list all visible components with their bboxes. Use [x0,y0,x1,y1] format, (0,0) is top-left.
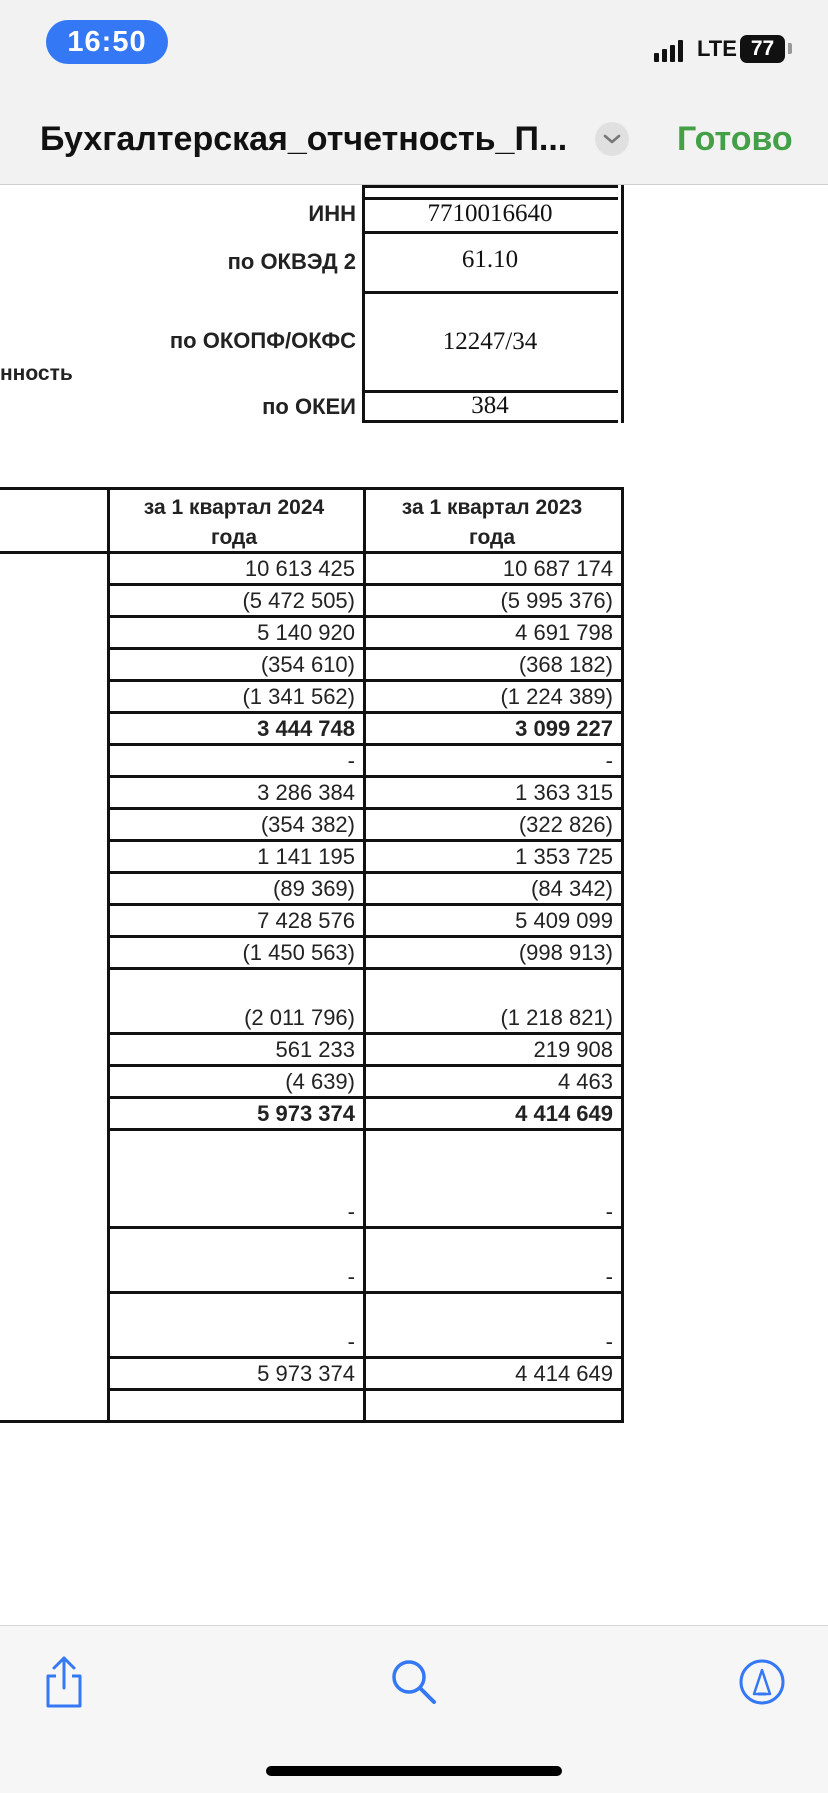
table-row [107,618,621,647]
nav-bar [0,90,828,185]
cell-2024: - [347,1199,355,1224]
table-row [107,1099,621,1128]
table-row [107,1391,621,1420]
code-cell-okved [362,231,618,291]
cell-2024: (4 639) [285,1069,355,1094]
done-button[interactable]: Готово [677,120,793,158]
cell-2024: (5 472 505) [242,588,355,613]
table-row [107,586,621,615]
cell-2023: 3 099 227 [515,716,613,741]
cell-2024: - [347,748,355,773]
cell-2024: (354 382) [260,812,355,837]
table-left-rule [0,551,107,554]
column-header-2023: за 1 квартал 2023 года [401,496,583,549]
cell-2024: 5 140 920 [257,620,355,645]
table-row [107,1294,621,1356]
cell-2024: 7 428 576 [257,908,355,933]
table-row [107,1035,621,1064]
cell-2023: - [605,1329,613,1354]
table-row [107,842,621,871]
chevron-down-icon[interactable] [595,122,629,156]
cell-2023: - [605,748,613,773]
cell-2023: 1 353 725 [515,844,613,869]
cell-2023: 219 908 [533,1037,613,1062]
table-bottom-border [0,1420,624,1423]
cell-2024: (1 341 562) [242,684,355,709]
cell-2024: (1 450 563) [242,940,355,965]
cell-2023: (322 826) [518,812,613,837]
cell-2024: (2 011 796) [244,1005,355,1030]
cell-2024: 5 973 374 [257,1101,355,1126]
cell-2024: 5 973 374 [257,1361,355,1386]
battery-icon: 77 [740,35,785,63]
cell-2023: - [605,1264,613,1289]
cell-2023: 4 691 798 [515,620,613,645]
document-page[interactable] [0,185,828,1625]
home-indicator [266,1766,562,1776]
table-row [107,650,621,679]
table-row [107,938,621,967]
cell-2024: - [347,1264,355,1289]
cell-2024: 3 444 748 [257,716,355,741]
cell-2024: (89 369) [273,876,355,901]
table-row [107,874,621,903]
share-icon[interactable] [40,1654,88,1710]
cell-2023: 1 363 315 [515,780,613,805]
cell-2023: 4 463 [557,1069,613,1094]
table-col-divider [621,487,624,1423]
code-value-okved: 61.10 [461,246,519,273]
cell-2024: (354 610) [260,652,355,677]
partial-label: нность [0,362,73,385]
cell-2023: (368 182) [518,652,613,677]
search-icon[interactable] [390,1658,438,1706]
cellular-signal-icon [654,38,690,62]
markup-icon[interactable] [738,1658,786,1706]
table-row [107,906,621,935]
table-row [107,714,621,743]
cell-2023: (5 995 376) [500,588,613,613]
battery-tip [788,43,792,54]
cell-2023: (998 913) [518,940,613,965]
table-row [107,778,621,807]
code-label-inn: ИНН [308,201,356,226]
code-cell-okopf [362,291,618,390]
cell-2023: - [605,1199,613,1224]
code-cell-inn [362,197,618,231]
status-bar [0,0,828,90]
network-type: LTE [697,36,737,61]
code-value-okei: 384 [471,392,509,419]
bottom-toolbar [0,1625,828,1793]
code-label-okei: по ОКЕИ [262,394,356,419]
cell-2023: (1 218 821) [500,1005,613,1030]
cell-2024: - [347,1329,355,1354]
code-label-okved: по ОКВЭД 2 [227,249,356,274]
table-row [107,810,621,839]
cell-2023: (84 342) [531,876,613,901]
cell-2024: 1 141 195 [257,844,355,869]
cell-2024: 10 613 425 [244,556,355,581]
cell-2024: 3 286 384 [257,780,355,805]
table-row [107,682,621,711]
cell-2023: (1 224 389) [500,684,613,709]
table-row [107,1229,621,1291]
cell-2023: 4 414 649 [515,1361,613,1386]
table-row [107,554,621,583]
cell-2023: 4 414 649 [515,1101,613,1126]
code-label-okopf: по ОКОПФ/ОКФС [169,328,356,353]
code-value-okopf: 12247/34 [442,328,538,355]
document-title[interactable]: Бухгалтерская_отчетность_П... [40,120,568,158]
table-row [107,970,621,1032]
cell-2023: 10 687 174 [502,556,613,581]
table-row [107,1359,621,1388]
table-row [107,746,621,775]
table-row [107,1131,621,1226]
cell-2024: 561 233 [275,1037,355,1062]
column-header-2024: за 1 квартал 2024 года [143,496,325,549]
code-cell-okei [362,390,618,420]
code-value-inn: 7710016640 [427,200,553,227]
table-top-border [0,487,624,490]
table-row [107,1067,621,1096]
status-time[interactable]: 16:50 [46,20,168,64]
cell-2023: 5 409 099 [515,908,613,933]
